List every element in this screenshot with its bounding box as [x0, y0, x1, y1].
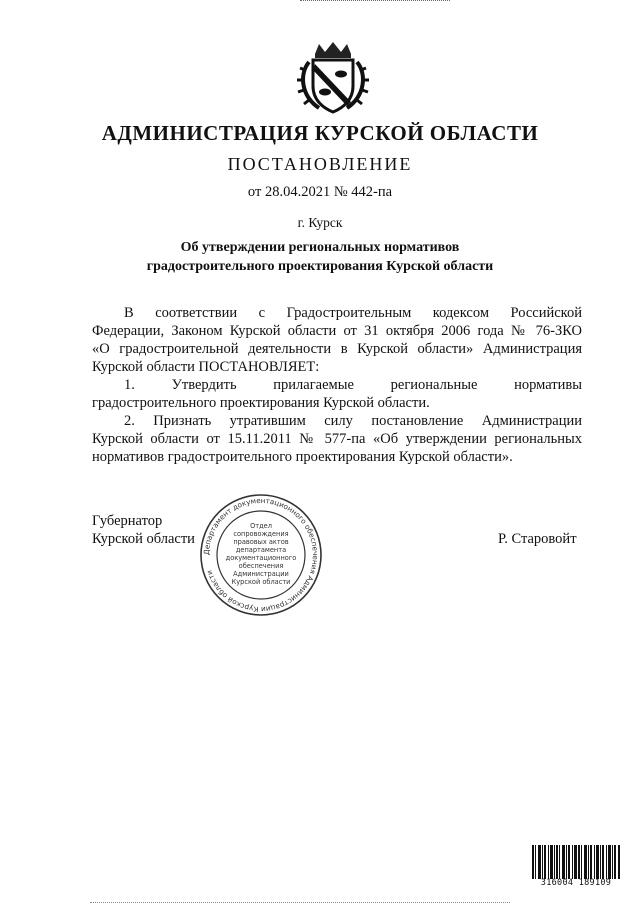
signatory-position-line-1: Губернатор: [92, 513, 163, 529]
stamp-inner-line: сопровождения: [233, 530, 289, 538]
stamp-inner-line: департамента: [235, 546, 287, 554]
top-scan-line: [300, 0, 450, 2]
barcode-icon: [532, 845, 620, 881]
stamp-inner-line: Курской области: [231, 578, 291, 586]
body-line: [92, 412, 582, 430]
bottom-scan-line: [90, 902, 510, 904]
paragraph-3-line-2: Курской области от 15.11.2011 № 577-па «Об утверждении региональных: [92, 431, 582, 447]
official-stamp: [198, 492, 324, 618]
body-line: [92, 376, 582, 394]
title-line-2: градостроительного проектирования Курской области: [146, 259, 494, 274]
stamp-inner-line: обеспечения: [238, 562, 284, 570]
document-title: [0, 238, 640, 276]
city-line: г. Курск: [297, 215, 343, 230]
paragraph-2-line-1: 1. Утвердить прилагаемые региональные нормативы: [124, 377, 582, 393]
paragraph-3-line-3: нормативов градостроительного проектирования Курской области».: [92, 449, 513, 465]
paragraph-2-line-2: градостроительного проектирования Курской области.: [92, 395, 430, 411]
coat-of-arms-emblem: [291, 40, 375, 114]
barcode-number: 316004 189109: [540, 878, 612, 888]
title-line-1: Об утверждении региональных нормативов: [180, 240, 460, 255]
stamp-inner-line: Администрации: [233, 570, 289, 578]
date-number-line: от 28.04.2021 № 442-па: [247, 184, 393, 200]
stamp-inner-line: документационного: [225, 554, 297, 562]
paragraph-1-line-1: В соответствии с Градостроительным кодексом Российской: [124, 305, 582, 321]
paragraph-1-line-4: Курской области ПОСТАНОВЛЯЕТ:: [92, 359, 320, 375]
paragraph-1-line-2: Федерации, Законом Курской области от 31 октября 2006 года № 76-ЗКО: [92, 323, 582, 339]
stamp-inner-line: правовых актов: [233, 538, 289, 546]
signatory-position-line-2: Курской области: [92, 531, 195, 547]
paragraph-3-line-1: 2. Признать утратившим силу постановление Администрации: [124, 413, 582, 429]
organization-heading: АДМИНИСТРАЦИЯ КУРСКОЙ ОБЛАСТИ: [101, 121, 539, 145]
body-line: [92, 304, 582, 322]
document-type: ПОСТАНОВЛЕНИЕ: [227, 154, 413, 174]
stamp-inner-line: Отдел: [250, 522, 272, 530]
stamp-outer-text: Департамент документационного обеспечения Администрации Курской области: [201, 495, 321, 615]
signatory-name: Р. Старовойт: [498, 531, 577, 547]
paragraph-1-line-3: «О градостроительной деятельности в Курской области» Администрация: [92, 341, 582, 357]
